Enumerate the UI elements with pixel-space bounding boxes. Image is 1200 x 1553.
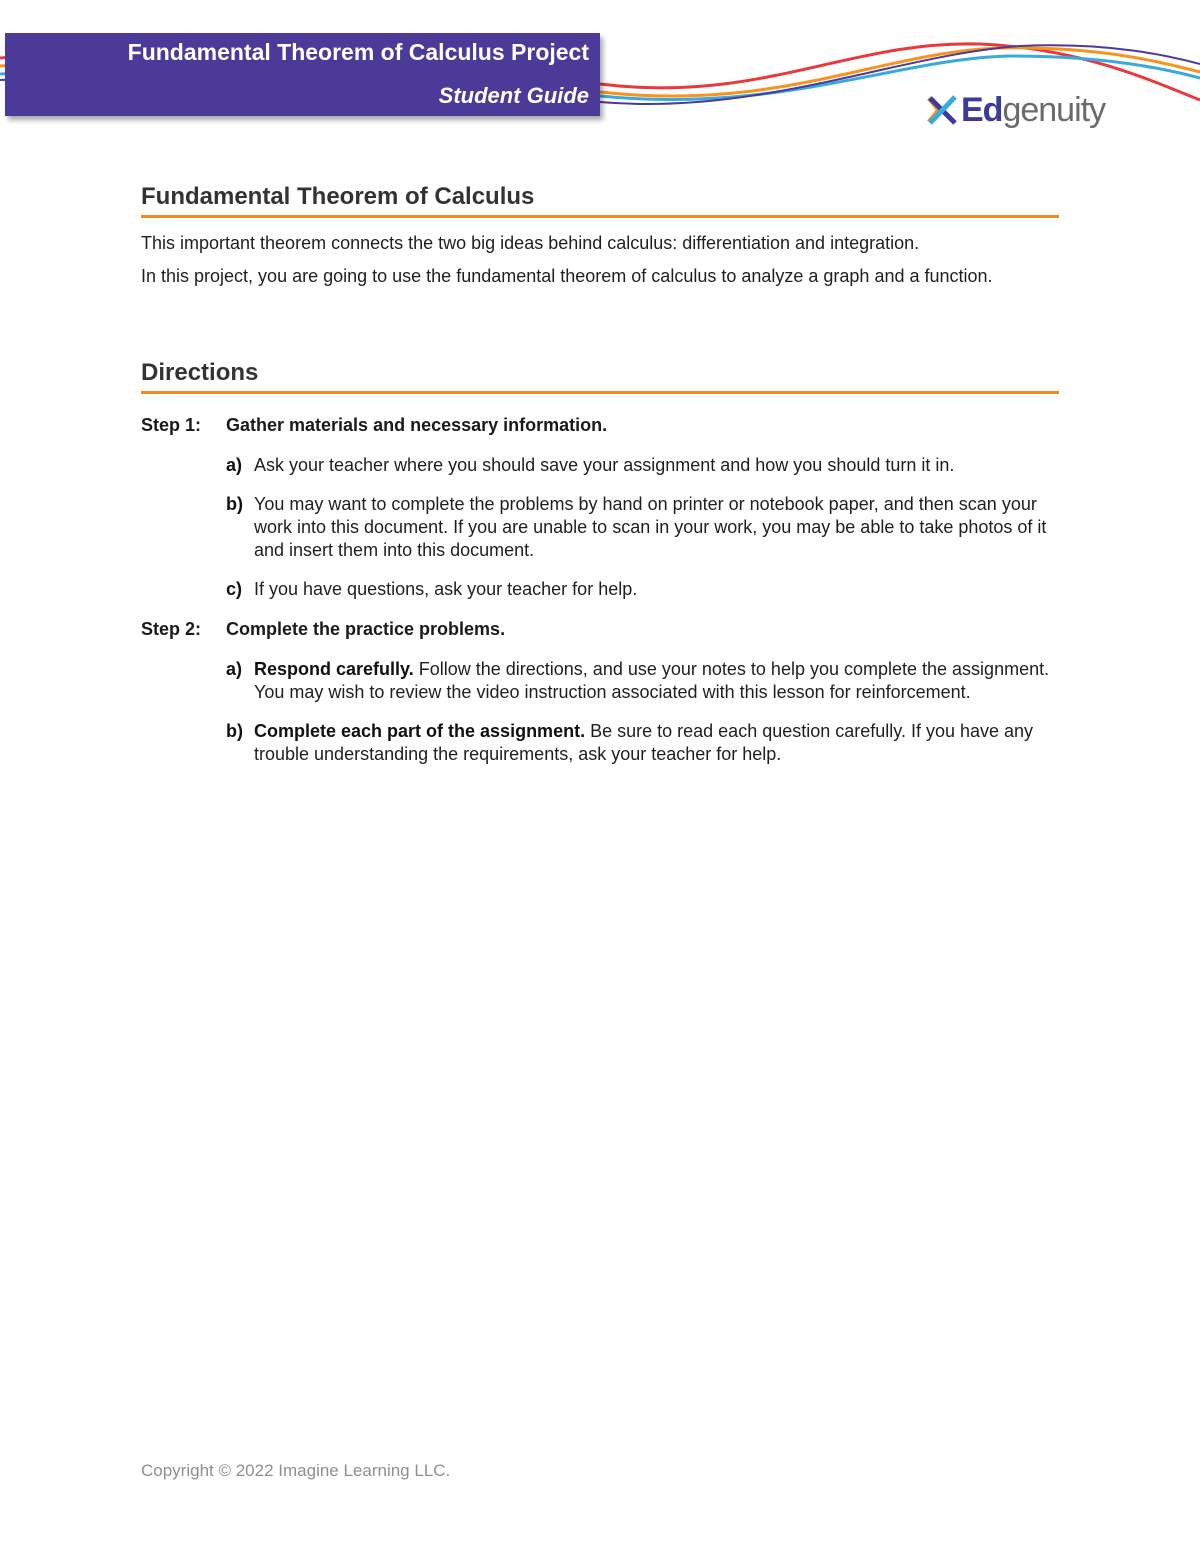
list-item xyxy=(226,493,1059,562)
banner-subtitle: Student Guide xyxy=(438,83,589,108)
item-text: Ask your teacher where you should save your assignment and how you should turn it in. xyxy=(254,455,955,475)
step-label: Step 2: xyxy=(141,619,202,639)
step-1 xyxy=(141,414,1059,437)
copyright-footer: Copyright © 2022 Imagine Learning LLC. xyxy=(141,1461,451,1480)
item-body: Be sure to read each question carefully. If you have any trouble understanding the requirements, ask your teacher for help. xyxy=(254,721,1034,764)
edgenuity-x-icon xyxy=(926,94,958,126)
item-marker: c) xyxy=(226,579,243,599)
logo-text-genuity: genuity xyxy=(1002,91,1106,129)
item-text: If you have questions, ask your teacher for help. xyxy=(254,579,638,599)
item-text xyxy=(254,658,1059,704)
edgenuity-logo xyxy=(926,92,1105,128)
step-label: Step 1: xyxy=(141,415,202,435)
step-2 xyxy=(141,618,1059,641)
intro-heading: Fundamental Theorem of Calculus xyxy=(141,180,1059,218)
item-marker: b) xyxy=(226,721,243,741)
list-item xyxy=(226,658,1059,704)
intro-paragraph: This important theorem connects the two big ideas behind calculus: differentiation and integration. xyxy=(141,233,920,253)
item-lead: Complete each part of the assignment. xyxy=(254,721,586,741)
item-body: Follow the directions, and use your notes to help you complete the assignment. You may wish to review the video instruction associated with this lesson for reinforcement. xyxy=(254,659,1050,702)
directions-heading: Directions xyxy=(141,356,1059,394)
item-marker: a) xyxy=(226,659,243,679)
list-item xyxy=(226,720,1059,766)
list-item xyxy=(226,454,1059,477)
item-marker: b) xyxy=(226,494,243,514)
list-item xyxy=(226,578,1059,601)
logo-text-ed: Ed xyxy=(961,91,1003,129)
banner-title: Fundamental Theorem of Calculus Project xyxy=(127,39,589,65)
step-title: Gather materials and necessary information. xyxy=(226,415,608,435)
title-banner xyxy=(5,33,600,116)
item-text xyxy=(254,720,1059,766)
step-title: Complete the practice problems. xyxy=(226,619,506,639)
intro-paragraph: In this project, you are going to use the fundamental theorem of calculus to analyze a graph and a function. xyxy=(141,266,993,286)
item-lead: Respond carefully. xyxy=(254,659,414,679)
document-body xyxy=(141,180,1059,766)
item-marker: a) xyxy=(226,455,243,475)
item-text: You may want to complete the problems by hand on printer or notebook paper, and then scan your work into this document. If you are unable to scan in your work, you may be able to take photos of it and insert them into this document. xyxy=(254,494,1047,560)
